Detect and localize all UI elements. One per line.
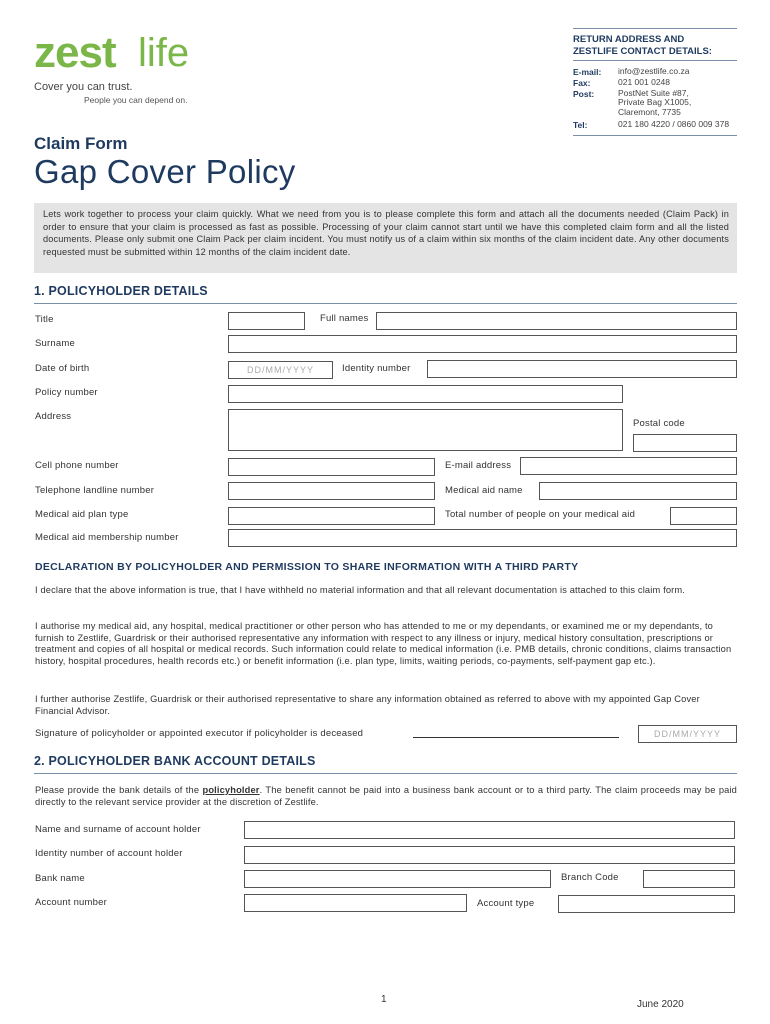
landline-input[interactable] bbox=[228, 482, 435, 500]
contact-bottom-rule bbox=[573, 135, 737, 136]
section1-heading: 1. POLICYHOLDER DETAILS bbox=[34, 284, 208, 298]
plan-type-label: Medical aid plan type bbox=[35, 509, 129, 520]
contact-tel-value: 021 180 4220 / 0860 009 378 bbox=[618, 119, 730, 129]
membership-input[interactable] bbox=[228, 529, 737, 547]
contact-heading-1: RETURN ADDRESS AND bbox=[573, 34, 685, 45]
tagline: Cover you can trust. bbox=[34, 81, 133, 93]
dob-placeholder: DD/MM/YYYY bbox=[246, 365, 314, 375]
section2-rule bbox=[34, 773, 737, 774]
contact-heading-2: ZESTLIFE CONTACT DETAILS: bbox=[573, 46, 712, 57]
contact-post-line2: Private Bag X1005, bbox=[618, 97, 692, 107]
medical-aid-label: Medical aid name bbox=[445, 485, 523, 496]
address-label: Address bbox=[35, 411, 72, 422]
bank-name-input[interactable] bbox=[244, 870, 551, 888]
section2-heading: 2. POLICYHOLDER BANK ACCOUNT DETAILS bbox=[34, 754, 316, 768]
page-title: Gap Cover Policy bbox=[34, 153, 296, 190]
branch-code-input[interactable] bbox=[643, 870, 735, 888]
account-type-input[interactable] bbox=[558, 895, 735, 913]
declaration-p1: I declare that the above information is true, that I have withheld no material information and that all relevant documentation is attached to this claim form. bbox=[35, 585, 686, 595]
full-names-label: Full names bbox=[320, 313, 369, 324]
people-count-input[interactable] bbox=[670, 507, 737, 525]
section2-intro-pre: Please provide the bank details of the bbox=[35, 785, 203, 795]
contact-post-label: Post: bbox=[573, 89, 595, 99]
people-count-label: Total number of people on your medical aid bbox=[445, 509, 636, 520]
account-number-label: Account number bbox=[35, 897, 107, 908]
cell-input[interactable] bbox=[228, 458, 435, 476]
postal-code-label: Postal code bbox=[633, 418, 685, 429]
plan-type-input[interactable] bbox=[228, 507, 435, 525]
bank-name-label: Bank name bbox=[35, 873, 85, 884]
page-number: 1 bbox=[381, 994, 387, 1005]
account-holder-label: Name and surname of account holder bbox=[35, 824, 201, 835]
declaration-heading: DECLARATION BY POLICYHOLDER AND PERMISSION TO SHARE INFORMATION WITH A THIRD PARTY bbox=[35, 561, 579, 573]
contact-top-rule bbox=[573, 28, 737, 29]
subtagline: People you can depend on. bbox=[84, 95, 188, 105]
section2-intro-post: . The benefit cannot be paid into a business bank account or to a third party. The claim proceeds may be paid directly to the relevant service provider at the discretion of Zestlife. bbox=[35, 785, 737, 807]
contact-email-value: info@zestlife.co.za bbox=[618, 66, 690, 76]
postal-code-input[interactable] bbox=[633, 434, 737, 452]
contact-post-line1: PostNet Suite #87, bbox=[618, 88, 689, 98]
logo-zest: zest bbox=[34, 28, 116, 77]
cell-label: Cell phone number bbox=[35, 460, 119, 471]
section2-intro bbox=[35, 785, 737, 808]
claim-form-title: Claim Form bbox=[34, 134, 128, 153]
policy-number-label: Policy number bbox=[35, 387, 98, 398]
full-names-input[interactable] bbox=[376, 312, 737, 330]
section2-intro-bold: policyholder bbox=[202, 785, 260, 795]
dob-input[interactable] bbox=[228, 361, 333, 379]
account-number-input[interactable] bbox=[244, 894, 467, 912]
declaration-p3: I further authorise Zestlife, Guardrisk or their authorised representative to share any information obtained as referred to above with my appointed Gap Cover Financial Advisor. bbox=[35, 694, 700, 716]
declaration-p2: I authorise my medical aid, any hospital, medical practitioner or other person who has attended to me or my dependants, or examined me or my dependants, to furnish to Zestlife, Guardrisk or their authorised representative any information with respect to any illness or injury, medical history consultation, prescriptions or treatment and copies of all hospital or medical records. Such information could relate to medical information (i.e. PMB details, chronic conditions, claims transaction history, hospital procedures, health records etc.) or benefit information (i.e. plan type, limits, waiting periods, co-payments, self-payment gap etc.). bbox=[35, 621, 732, 666]
branch-code-label: Branch Code bbox=[561, 872, 619, 883]
contact-mid-rule bbox=[573, 60, 737, 61]
contact-post-line3: Claremont, 7735 bbox=[618, 107, 681, 117]
signature-line[interactable] bbox=[413, 737, 619, 738]
account-holder-input[interactable] bbox=[244, 821, 735, 839]
surname-input[interactable] bbox=[228, 335, 737, 353]
id-number-label: Identity number bbox=[342, 363, 411, 374]
account-type-label: Account type bbox=[477, 898, 535, 909]
policy-number-input[interactable] bbox=[228, 385, 623, 403]
section1-rule bbox=[34, 303, 737, 304]
landline-label: Telephone landline number bbox=[35, 485, 155, 496]
contact-fax-label: Fax: bbox=[573, 78, 591, 88]
medical-aid-input[interactable] bbox=[539, 482, 737, 500]
declaration-date-placeholder: DD/MM/YYYY bbox=[653, 729, 721, 739]
signature-label: Signature of policyholder or appointed executor if policyholder is deceased bbox=[35, 728, 364, 739]
title-input[interactable] bbox=[228, 312, 305, 330]
surname-label: Surname bbox=[35, 338, 75, 349]
holder-id-input[interactable] bbox=[244, 846, 735, 864]
dob-label: Date of birth bbox=[35, 363, 90, 374]
email-input[interactable] bbox=[520, 457, 737, 475]
intro-text: Lets work together to process your claim quickly. What we need from you is to please complete this form and attach all the documents needed (Claim Pack) in order to ensure that your claim is processed as fast as possible. Processing of your claim cannot start until we have this completed claim form and all the listed documents. Please only submit one Claim Pack per claim incident. You must notify us of a claim within six months of the claim incident date. Any other documents requested must be submitted within 12 months of the claim incident date. bbox=[43, 209, 729, 257]
email-label: E-mail address bbox=[445, 460, 512, 471]
contact-email-label: E-mail: bbox=[573, 67, 602, 77]
contact-tel-label: Tel: bbox=[573, 120, 588, 130]
contact-fax-value: 021 001 0248 bbox=[618, 77, 670, 87]
address-input[interactable] bbox=[228, 409, 623, 451]
id-number-input[interactable] bbox=[427, 360, 737, 378]
holder-id-label: Identity number of account holder bbox=[35, 848, 183, 859]
title-label: Title bbox=[35, 314, 54, 325]
logo-life: life bbox=[138, 31, 190, 75]
declaration-date-input[interactable] bbox=[638, 725, 737, 743]
membership-label: Medical aid membership number bbox=[35, 532, 179, 543]
zestlife-logo bbox=[34, 30, 204, 80]
footer-date: June 2020 bbox=[637, 999, 684, 1010]
